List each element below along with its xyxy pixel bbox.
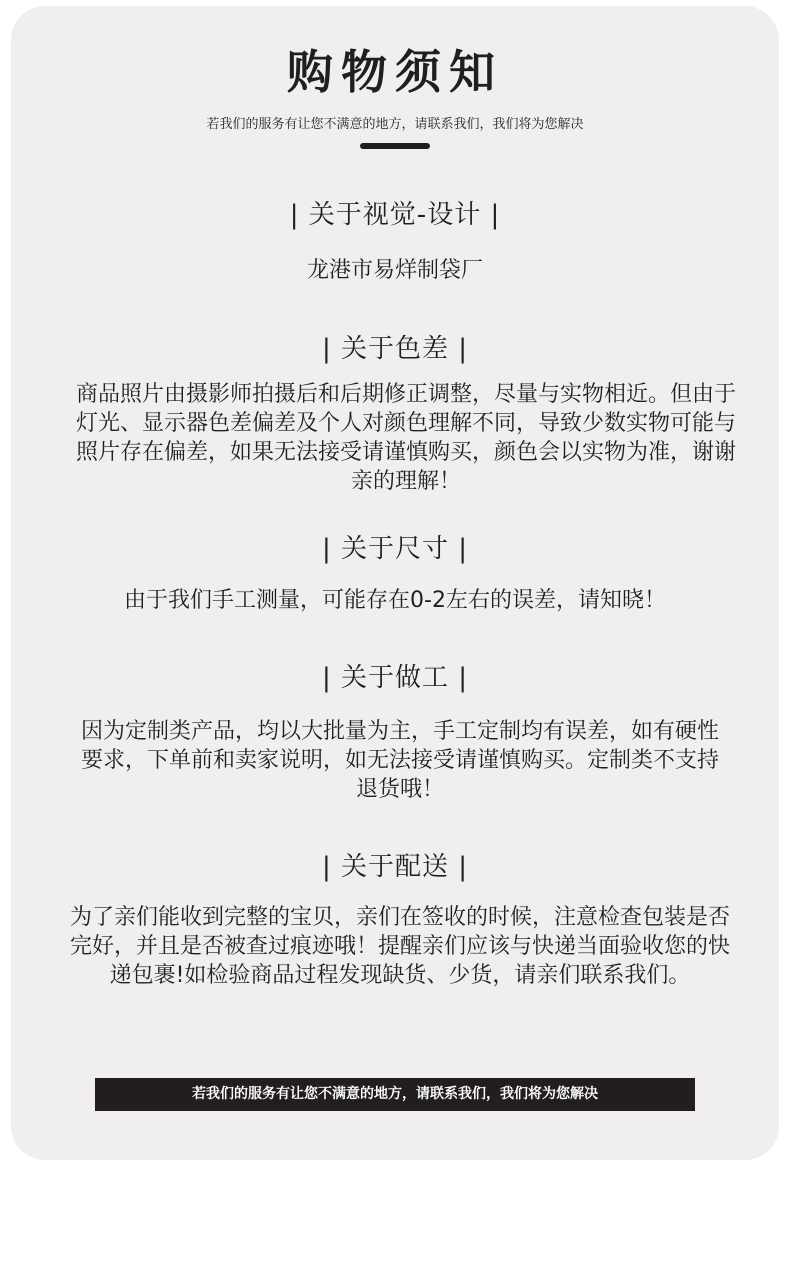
section-body-size: 由于我们手工测量，可能存在0-2左右的误差，请知晓！ <box>124 588 666 613</box>
footer-banner: 若我们的服务有让您不满意的地方，请联系我们，我们将为您解决 <box>95 1078 695 1111</box>
section-heading-size: | 关于尺寸 | <box>321 534 469 564</box>
section-body-design: 龙港市易烊制袋厂 <box>306 258 483 283</box>
section-body-delivery: 为了亲们能收到完整的宝贝，亲们在签收的时候，注意检查包装是否完好，并且是否被查过痕迹哦！提醒亲们应该与快递当面验收您的快递包裹!如检验商品过程发现缺货、少货，请亲们联系我们。 <box>69 905 730 988</box>
section-heading-design: | 关于视觉-设计 | <box>289 200 501 230</box>
section-body-craft: 因为定制类产品，均以大批量为主，手工定制均有误差，如有硬性要求，下单前和卖家说明，如无法接受请谨慎购买。定制类不支持退货哦！ <box>80 719 719 802</box>
page-title: 购物须知 <box>287 45 503 99</box>
page-subtitle: 若我们的服务有让您不满意的地方，请联系我们，我们将为您解决 <box>206 117 584 132</box>
section-heading-delivery: | 关于配送 | <box>321 852 469 882</box>
title-divider <box>360 143 430 149</box>
section-heading-craft: | 关于做工 | <box>321 663 469 693</box>
section-body-color: 商品照片由摄影师拍摄后和后期修正调整，尽量与实物相近。但由于灯光、显示器色差偏差及个人对颜色理解不同，导致少数实物可能与照片存在偏差，如果无法接受请谨慎购买，颜色会以实物为准，谢谢亲的理解！ <box>75 382 736 494</box>
section-heading-color: | 关于色差 | <box>321 334 469 364</box>
